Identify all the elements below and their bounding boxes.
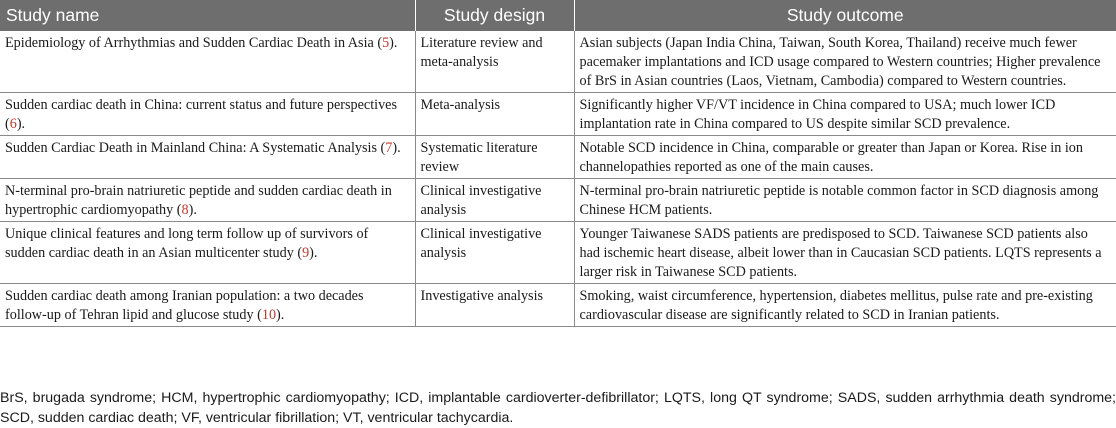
- study-design-cell: Literature review and meta-analysis: [415, 31, 574, 93]
- header-study-name: Study name: [0, 0, 415, 31]
- study-outcome-cell: N-terminal pro-brain natriuretic peptide is notable common factor in SCD diagnosis among Chinese HCM patients.: [574, 179, 1116, 222]
- table-row: [0, 222, 1116, 284]
- study-outcome-cell: Smoking, waist circumference, hypertension, diabetes mellitus, pulse rate and pre-existing cardiovascular disease are significantly related to SCD in Iranian patients.: [574, 284, 1116, 327]
- table-row: [0, 31, 1116, 93]
- study-name-text: Unique clinical features and long term follow up of survivors of sudden cardiac death in an Asian multicenter study (: [5, 226, 369, 261]
- table-header-row: [0, 0, 1116, 31]
- study-name-end: ).: [389, 35, 398, 51]
- reference-link[interactable]: 10: [261, 307, 277, 323]
- study-name-text: Sudden cardiac death among Iranian population: a two decades follow-up of Tehran lipid and glucose study (: [5, 288, 364, 323]
- study-name-end: ).: [309, 245, 318, 261]
- reference-link[interactable]: 7: [385, 140, 393, 156]
- reference-link[interactable]: 8: [181, 202, 189, 218]
- table-row: [0, 136, 1116, 179]
- table-row: [0, 284, 1116, 327]
- table-row: [0, 93, 1116, 136]
- header-study-outcome: Study outcome: [574, 0, 1116, 31]
- study-name-text: Epidemiology of Arrhythmias and Sudden Cardiac Death in Asia (: [5, 35, 383, 51]
- reference-link[interactable]: 9: [302, 245, 310, 261]
- study-outcome-cell: Significantly higher VF/VT incidence in China compared to USA; much lower ICD implantation rate in China compared to US despite similar SCD prevalence.: [574, 93, 1116, 136]
- study-outcome-cell: Asian subjects (Japan India China, Taiwan, South Korea, Thailand) receive much fewer pacemaker implantations and ICD usage compared to Western countries; Higher prevalence of BrS in Asian countries (Laos, Vietnam, Cambodia) compared to Western countries.: [574, 31, 1116, 93]
- header-study-design: Study design: [415, 0, 574, 31]
- study-name-end: ).: [276, 307, 285, 323]
- study-name-end: ).: [392, 140, 401, 156]
- reference-link[interactable]: 5: [382, 35, 390, 51]
- study-name-cell: [0, 222, 415, 284]
- study-name-text: Sudden cardiac death in China: current status and future perspectives (: [5, 97, 397, 132]
- reference-link[interactable]: 6: [9, 116, 17, 132]
- study-name-cell: [0, 136, 415, 179]
- table-footnote: BrS, brugada syndrome; HCM, hypertrophic cardiomyopathy; ICD, implantable cardioverter-defibrillator; LQTS, long QT syndrome; SADS, sudden arrhythmia death syndrome; SCD, sudden cardiac death; VF, ventricular fibrillation; VT, ventricular tachycardia.: [0, 390, 1116, 426]
- study-design-cell: Meta-analysis: [415, 93, 574, 136]
- study-name-cell: [0, 179, 415, 222]
- study-design-cell: Clinical investigative analysis: [415, 222, 574, 284]
- study-outcome-cell: Younger Taiwanese SADS patients are predisposed to SCD. Taiwanese SCD patients also had ischemic heart disease, albeit lower than in Caucasian SCD patients. LQTS represents a larger risk in Taiwanese SCD patients.: [574, 222, 1116, 284]
- study-name-end: ).: [16, 116, 26, 132]
- study-name-text: Sudden Cardiac Death in Mainland China: A Systematic Analysis (: [5, 140, 386, 156]
- study-design-cell: Clinical investigative analysis: [415, 179, 574, 222]
- study-name-cell: [0, 31, 415, 93]
- study-design-cell: Investigative analysis: [415, 284, 574, 327]
- study-outcome-cell: Notable SCD incidence in China, comparable or greater than Japan or Korea. Rise in ion channelopathies reported as one of the main causes.: [574, 136, 1116, 179]
- study-name-end: ).: [188, 202, 197, 218]
- table-row: [0, 179, 1116, 222]
- study-name-cell: [0, 93, 415, 136]
- study-name-text: N-terminal pro-brain natriuretic peptide and sudden cardiac death in hypertrophic cardiomyopathy (: [5, 183, 392, 218]
- study-design-cell: Systematic literature review: [415, 136, 574, 179]
- study-name-cell: [0, 284, 415, 327]
